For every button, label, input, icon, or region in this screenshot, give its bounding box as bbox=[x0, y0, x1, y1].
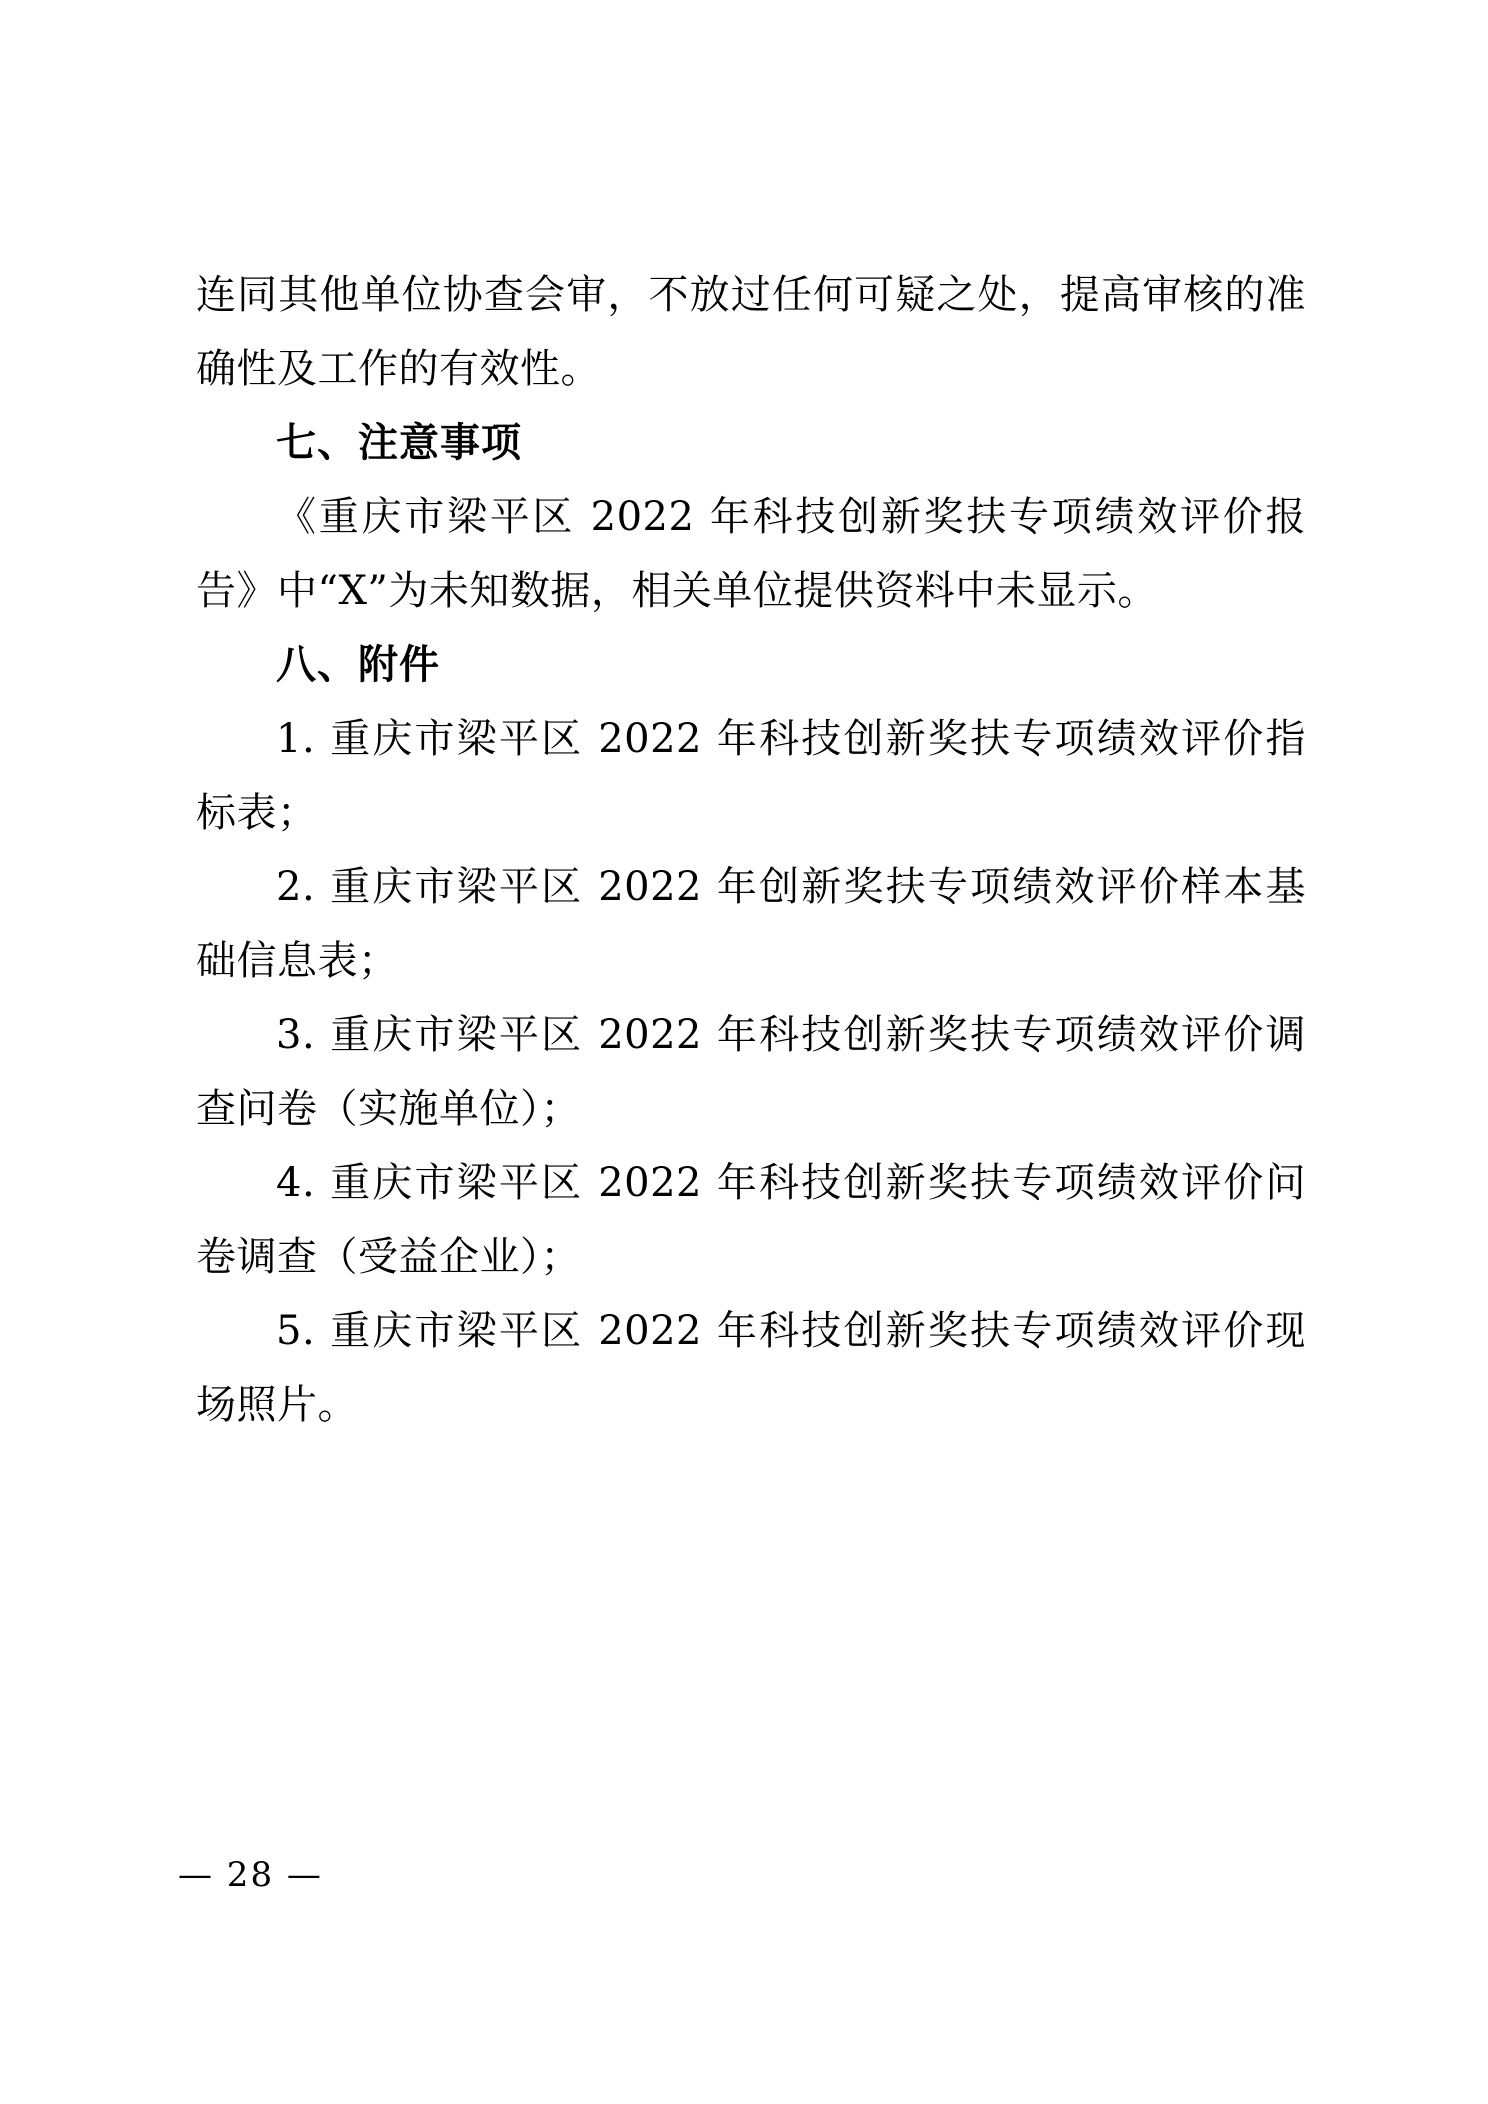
attachment-item-2: 2. 重庆市梁平区 2022 年创新奖扶专项绩效评价样本基础信息表； bbox=[196, 864, 1306, 984]
section-heading-notes: 七、注意事项 bbox=[276, 419, 522, 466]
page-content bbox=[196, 258, 1306, 1442]
attachment-item-1: 1. 重庆市梁平区 2022 年科技创新奖扶专项绩效评价指标表； bbox=[196, 716, 1306, 836]
attachment-item-3: 3. 重庆市梁平区 2022 年科技创新奖扶专项绩效评价调查问卷（实施单位）； bbox=[196, 1012, 1306, 1132]
paragraph-notes-body: 《重庆市梁平区 2022 年科技创新奖扶专项绩效评价报告》中“X”为未知数据，相关单位提供资料中未显示。 bbox=[196, 494, 1306, 614]
section-heading-attachments: 八、附件 bbox=[276, 641, 440, 688]
page-number: — 28 — bbox=[178, 1855, 323, 1895]
attachment-item-5: 5. 重庆市梁平区 2022 年科技创新奖扶专项绩效评价现场照片。 bbox=[196, 1308, 1306, 1428]
paragraph-continuation: 连同其他单位协查会审，不放过任何可疑之处，提高审核的准确性及工作的有效性。 bbox=[196, 272, 1306, 392]
attachment-item-4: 4. 重庆市梁平区 2022 年科技创新奖扶专项绩效评价问卷调查（受益企业）； bbox=[196, 1160, 1306, 1280]
